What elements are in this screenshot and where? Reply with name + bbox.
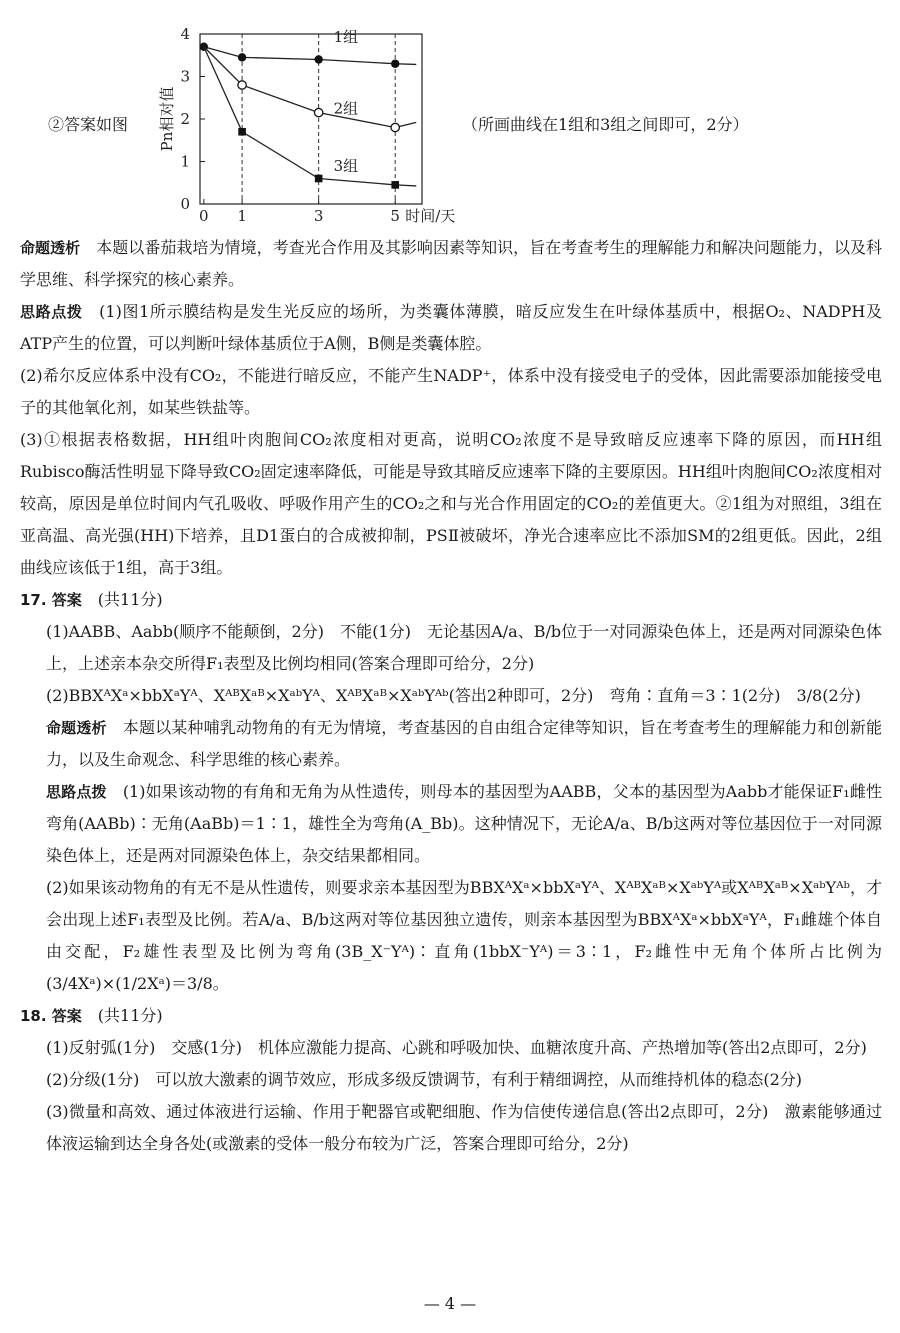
paragraph (20, 232, 882, 296)
data-point (314, 108, 322, 116)
y-tick-label: 1 (180, 152, 190, 171)
x-tick-label: 1 (237, 207, 247, 225)
paragraph-text: (2)如果该动物角的有无不是从性遗传，则要求亲本基因型为BBXᴬXᵃ×bbXᵃYᴬ、XᴬᴮXᵃᴮ×XᵃᵇYᴬ或XᴬᴮXᵃᴮ×XᵃᵇYᴬᵇ，才会出现上述F₁表型及比例。若A/a、B/b这两对等位基因独立遗传，则亲本基因型为BBXᴬXᵃ×bbXᵃYᴬ，F₁雌雄个体自由交配，F₂雄性表型及比例为弯角(3B_X⁻Yᴬ)∶直角(1bbX⁻Yᴬ)＝3∶1，F₂雌性中无角个体所占比例为(3/4Xᵃ)×(1/2Xᵃ)＝3/8。 (46, 878, 882, 993)
paragraph-text: 本题以某种哺乳动物角的有无为情境，考查基因的自由组合定律等知识，旨在考查考生的理解能力和创新能力，以及生命观念、科学思维的核心素养。 (46, 718, 882, 769)
paragraph (20, 1032, 882, 1064)
paragraph-text: (1)如果该动物的有角和无角为从性遗传，则母本的基因型为AABB，父本的基因型为Aabb才能保证F₁雌性弯角(AABb)∶无角(AaBb)＝1∶1，雄性全为弯角(A_Bb)。这种情况下，无论A/a、B/b这两对等位基因位于一对同源染色体上，还是两对同源染色体上，杂交结果都相同。 (46, 782, 882, 865)
x-tick-label: 0 (199, 207, 209, 225)
paragraph (20, 584, 882, 616)
x-tick-label: 5 (390, 207, 400, 225)
figure-label: ②答案如图 (48, 115, 129, 134)
paragraph (20, 1064, 882, 1096)
data-point (391, 60, 399, 68)
y-tick-label: 2 (180, 110, 190, 128)
data-point (238, 53, 246, 61)
y-tick-label: 0 (180, 195, 190, 213)
paragraph (20, 616, 882, 680)
paragraph-text: (2)BBXᴬXᵃ×bbXᵃYᴬ、XᴬᴮXᵃᴮ×XᵃᵇYᴬ、XᴬᴮXᵃᴮ×XᵃᵇYᴬᵇ(答出2种即可，2分) 弯角∶直角＝3∶1(2分) 3/8(2分) (46, 686, 861, 705)
data-point (238, 128, 246, 136)
paragraph-text: 本题以番茄栽培为情境，考查光合作用及其影响因素等知识，旨在考查考生的理解能力和解决问题能力，以及科学思维、科学探究的核心素养。 (20, 238, 882, 289)
paragraph (20, 776, 882, 872)
data-point (314, 55, 322, 63)
series-line (204, 47, 416, 65)
question-heading: 17. 答案 (20, 591, 82, 609)
paragraph (20, 424, 882, 584)
paragraph (20, 296, 882, 360)
pn-line-chart (150, 18, 456, 228)
data-point (315, 175, 323, 183)
y-axis-label: Pn相对值 (158, 86, 176, 152)
page-number: — 4 — (423, 1294, 477, 1313)
question-heading: 18. 答案 (20, 1007, 82, 1025)
section-lead: 命题透析 (46, 719, 107, 737)
data-point (238, 81, 246, 89)
paragraph (20, 872, 882, 1000)
series-line (204, 47, 416, 186)
y-tick-label: 3 (180, 67, 190, 86)
series-label: 1组 (333, 27, 359, 46)
paragraph-text: (共11分) (81, 590, 163, 609)
paragraph-text: (3)①根据表格数据，HH组叶肉胞间CO₂浓度相对更高，说明CO₂浓度不是导致暗反应速率下降的原因，而HH组Rubisco酶活性明显下降导致CO₂固定速率降低，可能是导致其暗反应速率下降的主要原因。HH组叶肉胞间CO₂浓度相对较高，原因是单位时间内气孔吸收、呼吸作用产生的CO₂之和与光合作用固定的CO₂的差值更大。②1组为对照组，3组在亚高温、高光强(HH)下培养，且D1蛋白的合成被抑制，PSⅡ被破坏，净光合速率应比不添加SM的2组更低。因此，2组曲线应该低于1组，高于3组。 (20, 430, 882, 577)
section-lead: 命题透析 (20, 239, 81, 257)
paragraph (20, 1096, 882, 1160)
paragraph-text: (3)微量和高效、通过体液进行运输、作用于靶器官或靶细胞、作为信使传递信息(答出2点即可，2分) 激素能够通过体液运输到达全身各处(或激素的受体一般分布较为广泛，答案合理即可给分，2分) (46, 1102, 882, 1153)
answer-text (20, 232, 882, 1160)
x-axis-label: 时间/天 (405, 207, 456, 225)
paragraph (20, 712, 882, 776)
data-point (391, 181, 399, 189)
section-lead: 思路点拨 (20, 303, 83, 321)
figure-note: （所画曲线在1组和3组之间即可，2分） (462, 115, 749, 134)
x-tick-label: 3 (313, 207, 324, 225)
paragraph (20, 360, 882, 424)
paragraph-text: (1)AABB、Aabb(顺序不能颠倒，2分) 不能(1分) 无论基因A/a、B/b位于一对同源染色体上，还是两对同源染色体上，上述亲本杂交所得F₁表型及比例均相同(答案合理即可给分，2分) (46, 622, 882, 673)
series-label: 2组 (333, 99, 359, 118)
paragraph-text: (1)反射弧(1分) 交感(1分) 机体应激能力提高、心跳和呼吸加快、血糖浓度升高、产热增加等(答出2点即可，2分) (46, 1038, 867, 1057)
paragraph-text: (1)图1所示膜结构是发生光反应的场所，为类囊体薄膜，暗反应发生在叶绿体基质中，根据O₂、NADPH及ATP产生的位置，可以判断叶绿体基质位于A侧，B侧是类囊体腔。 (20, 302, 882, 353)
paragraph (20, 1000, 882, 1032)
section-lead: 思路点拨 (46, 783, 107, 801)
y-tick-label: 4 (180, 25, 190, 43)
paragraph-text: (共11分) (81, 1006, 163, 1025)
data-point (391, 123, 399, 131)
paragraph (20, 680, 882, 712)
paragraph-text: (2)分级(1分) 可以放大激素的调节效应，形成多级反馈调节，有利于精细调控，从而维持机体的稳态(2分) (46, 1070, 802, 1089)
paragraph-text: (2)希尔反应体系中没有CO₂，不能进行暗反应，不能产生NADP⁺，体系中没有接受电子的受体，因此需要添加能接受电子的其他氧化剂，如某些铁盐等。 (20, 366, 882, 417)
series-label: 3组 (333, 156, 359, 175)
